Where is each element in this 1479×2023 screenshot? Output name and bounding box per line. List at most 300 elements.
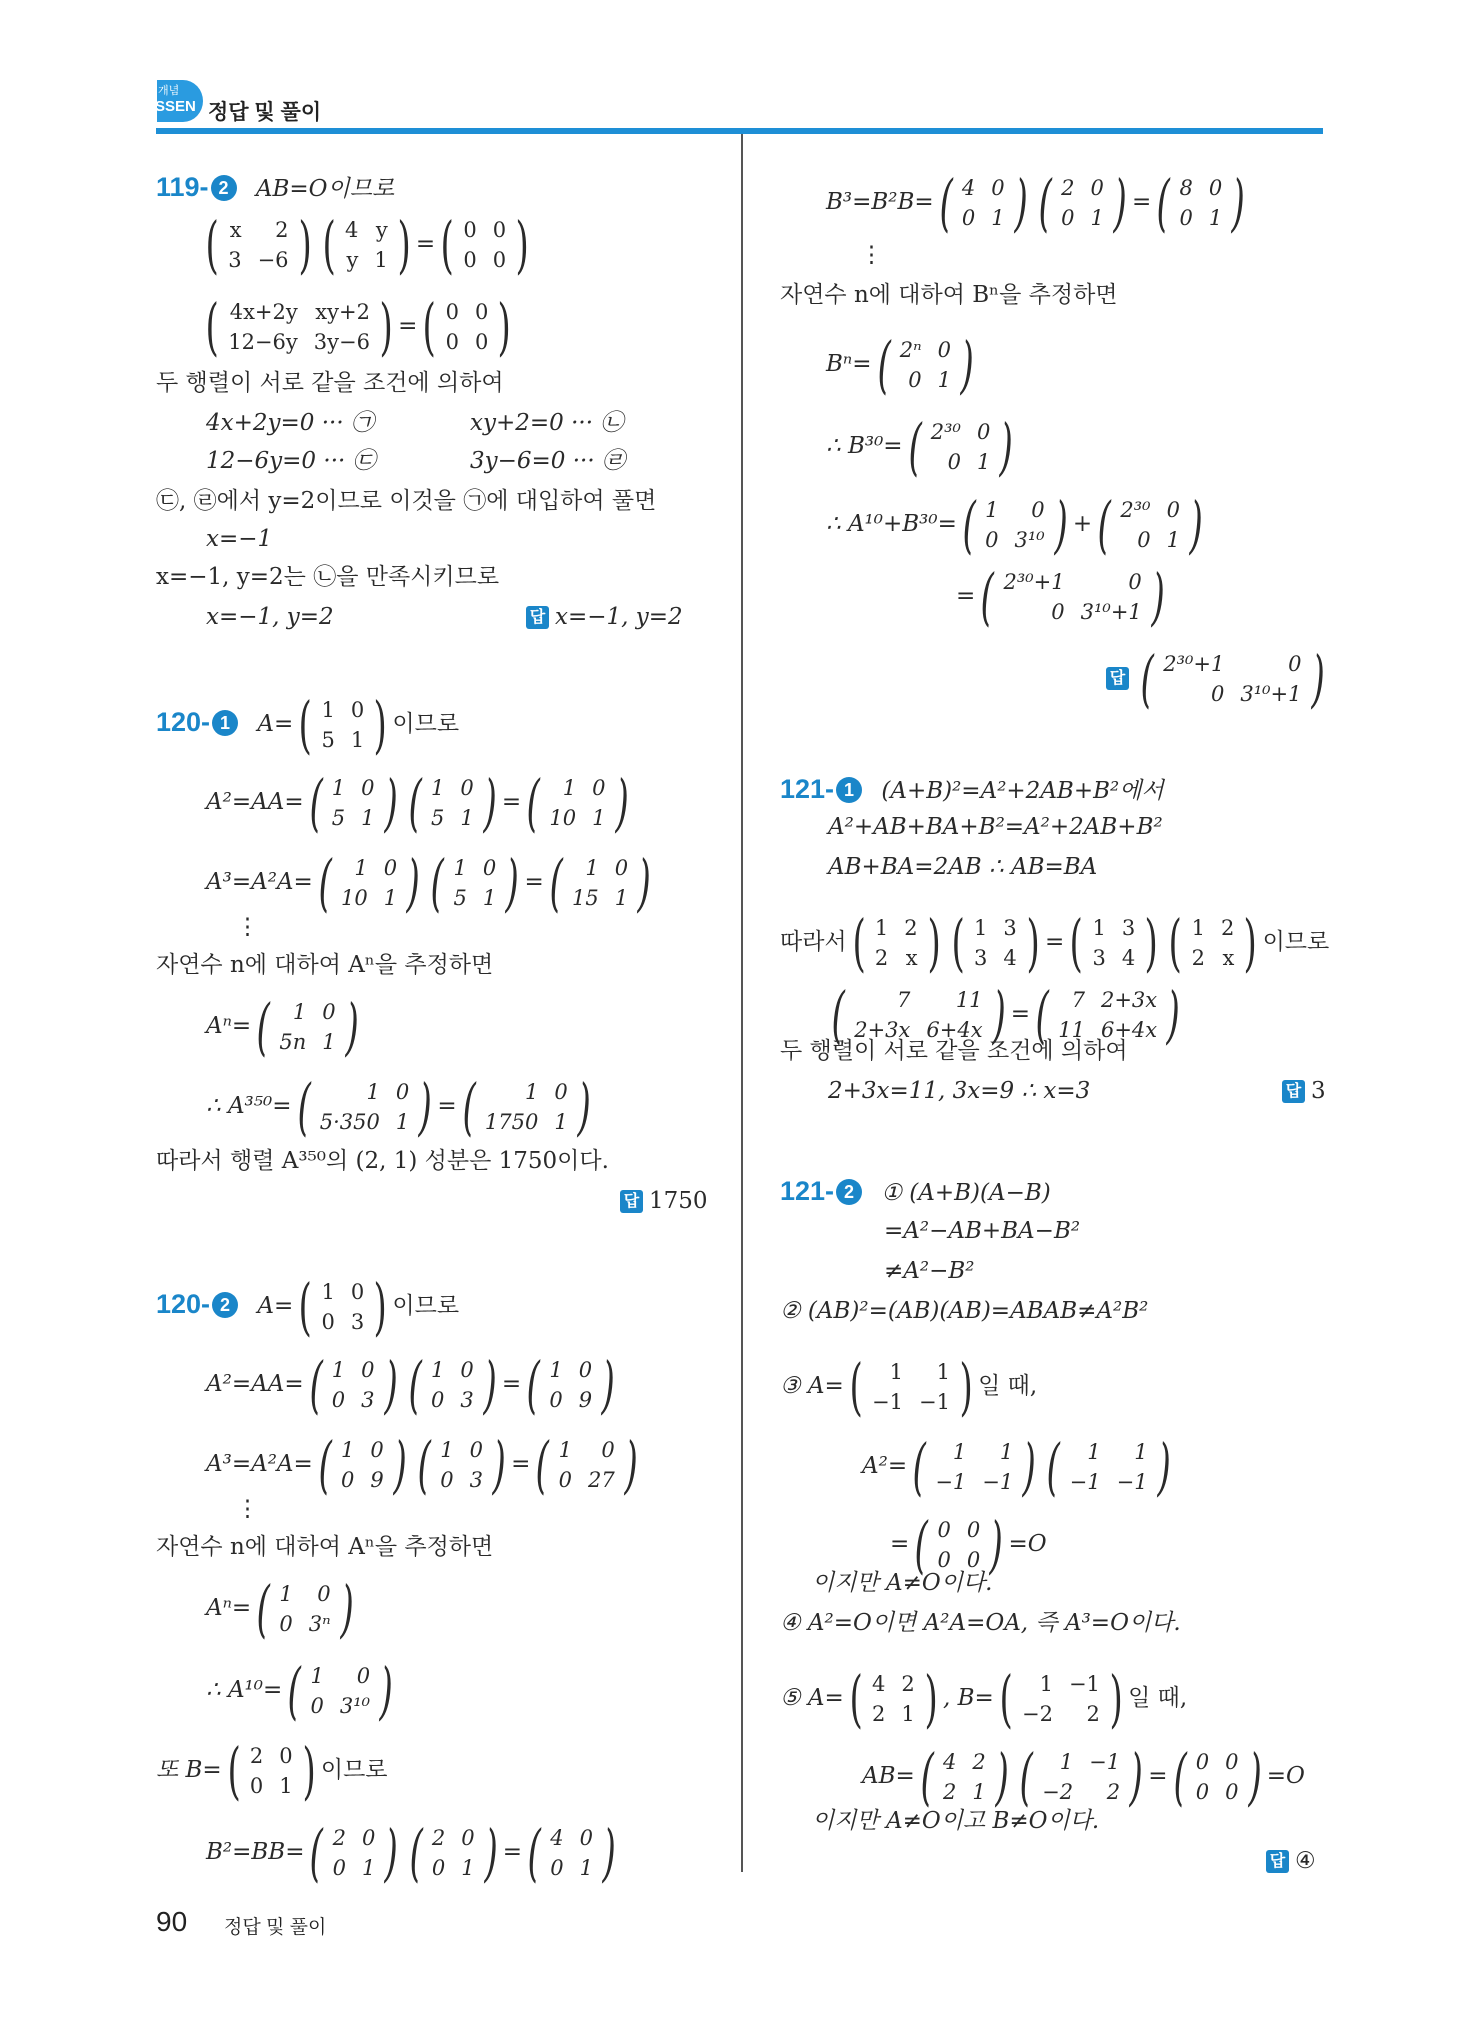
text-b-def: 또 B= ( 2 0 0 1 ) 이므로: [156, 1734, 388, 1807]
matrix-cell: 2: [1086, 1702, 1100, 1726]
matrix-cell: 0: [341, 1468, 355, 1492]
eq-matrix-equal: ( 7 11 2+3x 6+4x ) = ( 7 2+3x 11 6+4x ): [826, 984, 1185, 1046]
matrix-cell: 1: [292, 1000, 307, 1024]
matrix-body: [541, 1355, 600, 1415]
matrix: [946, 906, 1045, 979]
matrix-cell: 1: [1092, 916, 1106, 940]
matrix-cell: −2: [1021, 1702, 1053, 1726]
paren-right: ): [492, 1428, 506, 1501]
matrix-cell: 3y−6: [313, 330, 370, 354]
eq-b3: B³=B²B= ( 4 0 0 1 ) ( 2 0 0 1 ) = ( 8 0 0 1 ): [826, 172, 1250, 234]
matrix-cell: 0: [947, 450, 961, 474]
paren-right: ): [1157, 1430, 1171, 1503]
paren-right: ): [959, 1350, 973, 1423]
matrix-cell: 0: [279, 1744, 293, 1768]
matrix-body: [1062, 1437, 1156, 1497]
matrix-body: [446, 853, 505, 913]
matrix-cell: 5·350: [319, 1110, 380, 1134]
matrix-cell: x: [229, 218, 242, 242]
matrix-cell: 3¹⁰: [339, 1694, 371, 1718]
matrix-cell: 3: [350, 1310, 365, 1334]
paren-right: ): [1144, 906, 1158, 979]
matrix-cell: 0: [558, 1468, 572, 1492]
matrix-cell: 2³⁰+1: [1003, 570, 1065, 594]
matrix-cell: 11: [1058, 1018, 1085, 1042]
matrix-cell: x: [1222, 946, 1235, 970]
matrix-body: [1184, 913, 1243, 973]
matrix-cell: 1: [874, 916, 889, 940]
matrix: [1014, 1740, 1148, 1813]
matrix-cell: 10: [549, 806, 577, 830]
paren-left: (: [422, 290, 437, 363]
paren-left: (: [908, 410, 922, 483]
matrix-body: [325, 1823, 384, 1883]
matrix-cell: 2³⁰: [930, 420, 961, 444]
paren-right: ): [373, 1270, 387, 1343]
dots: ⋮: [236, 1496, 259, 1522]
matrix-body: [892, 335, 959, 395]
matrix-cell: −6: [257, 248, 289, 272]
matrix-cell: 0: [908, 368, 922, 392]
paren-right: ): [960, 328, 974, 401]
matrix-cell: 2: [1220, 916, 1235, 940]
paren-left: (: [287, 1654, 302, 1727]
matrix-cell: 0: [445, 330, 459, 354]
matrix-cell: 2: [249, 1744, 264, 1768]
paren-left: (: [1156, 166, 1171, 239]
text-check: x=−1, y=2는 ㉡을 만족시키므로: [156, 564, 500, 590]
opt5-note: 이지만 A≠O이고 B≠O이다.: [812, 1808, 1100, 1834]
matrix-cell: 1: [453, 856, 467, 880]
paren-left: (: [1097, 488, 1111, 561]
problem-119-2-title: 119- 2 AB=O이므로: [156, 172, 395, 202]
matrix-cell: 6+4x: [926, 1018, 983, 1042]
paren-left: (: [920, 1740, 934, 1813]
matrix-body: [564, 853, 636, 913]
matrix: [435, 208, 534, 281]
eq-solution: x=−1, y=2: [206, 604, 334, 630]
matrix-cell: 1: [341, 1438, 355, 1462]
matrix-cell: 6+4x: [1100, 1018, 1158, 1042]
header-title: 정답 및 풀이: [208, 101, 322, 124]
matrix-body: [242, 1741, 301, 1801]
matrix-cell: 1: [395, 1110, 410, 1134]
matrix-cell: 0: [321, 1310, 335, 1334]
matrix-cell: 0: [361, 776, 375, 800]
paren-right: ): [1189, 488, 1203, 561]
matrix-body: [220, 215, 296, 275]
matrix-cell: 0: [592, 776, 606, 800]
opt3-zero: = ( 0 0 0 0 ) =O: [890, 1508, 1047, 1581]
matrix-cell: 1: [558, 1438, 572, 1462]
paren-left: (: [999, 1662, 1013, 1735]
matrix-cell: 1: [279, 1582, 293, 1606]
matrix-cell: 0: [332, 1856, 347, 1880]
matrix-cell: 5n: [279, 1030, 307, 1054]
paren-right: ): [601, 1348, 615, 1421]
paren-right: ): [397, 208, 411, 281]
matrix-cell: 0: [1051, 600, 1065, 624]
matrix: [957, 488, 1073, 561]
matrix: [1163, 906, 1262, 979]
matrix-cell: 0: [1225, 1750, 1239, 1774]
matrix-body: [929, 1515, 988, 1575]
matrix-cell: 1: [430, 776, 445, 800]
eq-119-matrix-product: ( x 2 3 −6 ) ( 4 y y 1 ) = ( 0 0 0 0 ): [200, 214, 534, 276]
paren-left: (: [309, 1816, 324, 1889]
matrix-cell: 0: [1208, 176, 1223, 200]
matrix-cell: 0: [1195, 1780, 1210, 1804]
paren-right: ): [927, 906, 941, 979]
matrix-cell: 2: [1061, 176, 1075, 200]
matrix-body: [333, 1435, 392, 1495]
matrix-cell: 1: [554, 1110, 568, 1134]
paren-right: ): [497, 290, 512, 363]
matrix-body: [302, 1661, 378, 1721]
matrix: [404, 1816, 503, 1889]
matrix-cell: 0: [482, 856, 497, 880]
eq-4: 3y−6=0 ··· ㉣: [470, 448, 625, 474]
matrix-body: [1155, 649, 1309, 709]
matrix-cell: 0: [1288, 652, 1302, 676]
matrix-cell: 0: [361, 1358, 375, 1382]
text-condition: 두 행렬이 서로 같을 조건에 의하여: [780, 1038, 1128, 1064]
matrix: [844, 1662, 943, 1735]
matrix-body: [1084, 913, 1143, 973]
eq-b30: ∴ B³⁰= ( 2³⁰ 0 0 1 ): [826, 416, 1019, 478]
matrix-cell: 0: [976, 420, 991, 444]
paren-right: ): [406, 846, 420, 919]
matrix: [1168, 1740, 1267, 1813]
matrix-cell: 0: [1166, 498, 1180, 522]
matrix-cell: 0: [1090, 176, 1104, 200]
matrix-cell: 1: [310, 1664, 324, 1688]
answer-121-1: 답 3: [1282, 1076, 1326, 1106]
matrix: [530, 1428, 643, 1501]
matrix-body: [324, 773, 383, 833]
paren-left: (: [831, 978, 845, 1051]
paren-right: ): [345, 990, 359, 1063]
paren-left: (: [205, 290, 219, 363]
matrix-cell: −1: [935, 1470, 967, 1494]
matrix-cell: 0: [1179, 206, 1193, 230]
matrix-cell: xy+2: [315, 300, 370, 324]
matrix-cell: 0: [1061, 206, 1075, 230]
matrix-body: [271, 997, 343, 1057]
matrix-cell: −1: [918, 1390, 950, 1414]
matrix-body: [313, 1277, 372, 1337]
answer-121-2: 답 ④: [1266, 1846, 1316, 1876]
matrix-cell: 1: [1134, 1440, 1148, 1464]
matrix: [293, 1270, 392, 1343]
matrix: [304, 766, 403, 839]
matrix-cell: 0: [463, 218, 477, 242]
matrix-cell: 2: [1106, 1780, 1121, 1804]
paren-left: (: [852, 906, 866, 979]
matrix-cell: 0: [985, 528, 999, 552]
matrix-cell: 2: [872, 1702, 886, 1726]
matrix-cell: 0: [578, 1358, 593, 1382]
eq-commute: AB+BA=2AB ∴ AB=BA: [828, 854, 1098, 880]
matrix-body: [542, 1823, 601, 1883]
matrix-cell: −2: [1042, 1780, 1074, 1804]
paren-left: (: [912, 1430, 926, 1503]
paren-left: (: [526, 766, 540, 839]
matrix-cell: 4: [872, 1672, 886, 1696]
paren-right: ): [1014, 166, 1028, 239]
eq-a3: A³=A²A= ( 1 0 10 1 ) ( 1 0 5 1 ) = ( 1 0 15 1 ): [206, 852, 656, 914]
matrix-cell: 4: [1121, 946, 1136, 970]
matrix-cell: 0: [937, 1548, 951, 1572]
matrix-cell: 0: [310, 1694, 324, 1718]
matrix: [544, 846, 657, 919]
matrix-cell: −1: [872, 1390, 903, 1414]
dots: ⋮: [236, 914, 259, 940]
paren-left: (: [962, 488, 976, 561]
paren-left: (: [309, 766, 323, 839]
matrix-body: [424, 1823, 483, 1883]
matrix-cell: 0: [492, 248, 507, 272]
matrix: [522, 1816, 621, 1889]
matrix-cell: 3: [228, 248, 242, 272]
matrix-cell: 0: [249, 1774, 264, 1798]
matrix: [1151, 166, 1250, 239]
matrix-cell: 3¹⁰+1: [1240, 682, 1302, 706]
matrix-cell: 1: [321, 1280, 335, 1304]
matrix-cell: 0: [440, 1468, 454, 1492]
matrix-cell: 2: [1191, 946, 1205, 970]
paren-left: (: [408, 1348, 422, 1421]
paren-left: (: [296, 1070, 311, 1143]
opt1-line2: =A²−AB+BA−B²: [884, 1218, 1081, 1244]
logo-bottom-text: SSEN: [155, 98, 196, 115]
matrix-cell: 1: [1039, 1672, 1053, 1696]
matrix-cell: −1: [982, 1470, 1014, 1494]
matrix-cell: 7: [1071, 988, 1085, 1012]
opt2: ② (AB)²=(AB)(AB)=ABAB≠A²B²: [780, 1298, 1149, 1324]
paren-left: (: [876, 328, 891, 401]
dots: ⋮: [860, 242, 883, 268]
matrix-cell: 1: [937, 368, 951, 392]
matrix-cell: 0: [362, 1826, 376, 1850]
matrix-cell: 0: [550, 1856, 564, 1880]
matrix-cell: 8: [1179, 176, 1193, 200]
eq-b2: B²=BB= ( 2 0 0 1 ) ( 2 0 0 1 ) = ( 4 0 0 1 ): [206, 1822, 621, 1884]
paren-left: (: [318, 846, 332, 919]
text-guess-b: 자연수 n에 대하여 Bⁿ을 추정하면: [780, 282, 1118, 308]
paren-left: (: [1140, 642, 1154, 715]
matrix-body: [977, 495, 1053, 555]
footer-label: 정답 및 풀이: [224, 1917, 327, 1938]
paren-right: ): [515, 208, 529, 281]
paren-left: (: [1046, 1430, 1061, 1503]
paren-left: (: [980, 560, 995, 633]
matrix-cell: 4: [550, 1826, 564, 1850]
matrix-cell: 1: [562, 776, 577, 800]
logo-top-text: 개념: [158, 85, 180, 97]
matrix-cell: 1750: [484, 1110, 539, 1134]
matrix-cell: 3: [1092, 946, 1106, 970]
text-condition: 두 행렬이 서로 같을 조건에 의하여: [156, 370, 504, 396]
matrix-body: [966, 913, 1025, 973]
matrix-cell: 1: [460, 806, 474, 830]
matrix: [521, 1348, 620, 1421]
matrix-cell: 1: [362, 1856, 376, 1880]
column-divider: [741, 134, 743, 1872]
matrix-cell: 1: [1059, 1750, 1074, 1774]
matrix-cell: 1: [524, 1080, 539, 1104]
matrix-cell: 0: [445, 300, 459, 324]
paren-right: ): [1310, 642, 1325, 715]
matrix-cell: 0: [966, 1518, 981, 1542]
matrix-cell: 1: [1087, 1440, 1101, 1464]
matrix-cell: 3: [469, 1468, 483, 1492]
matrix-body: [271, 1579, 338, 1639]
matrix-cell: 0: [317, 1582, 331, 1606]
matrix: [909, 1508, 1008, 1581]
paren-left: (: [1173, 1740, 1187, 1813]
matrix-cell: 1: [440, 1438, 454, 1462]
paren-right: ): [483, 1348, 497, 1421]
matrix-cell: 0: [1225, 1780, 1239, 1804]
paren-left: (: [256, 1572, 270, 1645]
matrix: [304, 1816, 403, 1889]
paren-right: ): [1151, 560, 1165, 633]
paren-left: (: [440, 208, 454, 281]
eq-sum: ∴ A¹⁰+B³⁰= ( 1 0 0 3¹⁰ ) + ( 2³⁰ 0 0 1 ): [826, 494, 1208, 556]
matrix-cell: 9: [370, 1468, 384, 1492]
eq-a10: ∴ A¹⁰= ( 1 0 0 3¹⁰ ): [206, 1660, 398, 1722]
matrix-cell: 4: [344, 218, 359, 242]
paren-right: ): [577, 1070, 591, 1143]
paren-left: (: [951, 906, 965, 979]
matrix-body: [423, 1355, 482, 1415]
paren-left: (: [408, 766, 422, 839]
paren-left: (: [430, 846, 445, 919]
matrix: [1064, 906, 1163, 979]
matrix-cell: 1: [579, 1856, 594, 1880]
paren-right: ): [1022, 1430, 1037, 1503]
matrix-cell: 1: [321, 698, 335, 722]
matrix: [251, 1572, 359, 1645]
matrix-cell: 1: [901, 1702, 915, 1726]
matrix-cell: 1: [366, 1080, 380, 1104]
matrix-cell: 27: [588, 1468, 615, 1492]
matrix-cell: 1: [331, 1358, 346, 1382]
matrix-body: [923, 417, 999, 477]
eq-a350: ∴ A³⁵⁰= ( 1 0 5·350 1 ) = ( 1 0 1750 1 ): [206, 1076, 596, 1138]
matrix-body: [867, 913, 926, 973]
matrix-cell: 0: [460, 776, 474, 800]
eq-expand: A²+AB+BA+B²=A²+2AB+B²: [828, 814, 1163, 840]
matrix-body: [477, 1077, 576, 1137]
problem-120-2-title: 120- 2 A= ( 1 0 0 3 ) 이므로: [156, 1270, 460, 1343]
paren-left: (: [227, 1734, 241, 1807]
matrix: [1135, 642, 1330, 715]
header-rule: [156, 128, 1323, 134]
matrix-cell: 0: [601, 1438, 615, 1462]
matrix-cell: −1: [1089, 1750, 1121, 1774]
matrix-cell: 0: [322, 1000, 336, 1024]
paren-right: ): [602, 1816, 616, 1889]
matrix: [521, 766, 634, 839]
matrix: [200, 290, 398, 363]
matrix-cell: 0: [469, 1438, 483, 1462]
paren-right: ): [379, 290, 393, 363]
paren-right: ): [614, 766, 629, 839]
matrix-cell: 1: [1191, 916, 1205, 940]
matrix: [412, 1428, 511, 1501]
eq-119-matrix-expanded: ( 4x+2y xy+2 12−6y 3y−6 ) = ( 0 0 0 0 ): [200, 296, 517, 358]
paren-right: ): [1247, 1740, 1262, 1813]
paren-right: ): [384, 1816, 399, 1889]
matrix: [403, 1348, 502, 1421]
opt3-note: 이지만 A≠O이다.: [812, 1570, 993, 1596]
matrix-cell: 5: [321, 728, 335, 752]
paren-right: ): [340, 1572, 354, 1645]
matrix-body: [995, 567, 1149, 627]
matrix-cell: 0: [460, 1358, 474, 1382]
paren-left: (: [1069, 906, 1084, 979]
answer-120-1: 답 1750: [620, 1186, 708, 1216]
matrix-cell: 2ⁿ: [899, 338, 922, 362]
paren-left: (: [417, 1428, 431, 1501]
matrix-cell: 0: [461, 1826, 475, 1850]
matrix-body: [1112, 495, 1188, 555]
matrix-cell: 2: [275, 218, 289, 242]
matrix: [417, 290, 516, 363]
matrix: [403, 766, 502, 839]
matrix-cell: 2+3x: [1100, 988, 1158, 1012]
paren-left: (: [1168, 906, 1183, 979]
matrix-body: [432, 1435, 491, 1495]
matrix-cell: 3: [361, 1388, 375, 1412]
matrix-cell: x: [905, 946, 918, 970]
paren-right: ): [1109, 1662, 1123, 1735]
matrix: [313, 1428, 412, 1501]
paren-right: ): [1129, 1740, 1143, 1813]
matrix-body: [954, 173, 1013, 233]
paren-right: ): [637, 846, 651, 919]
matrix-cell: 1: [383, 886, 398, 910]
eq-x: x=−1: [206, 526, 273, 552]
paren-left: (: [849, 1350, 863, 1423]
matrix-cell: 1: [936, 1360, 950, 1384]
eq-2: xy+2=0 ··· ㉡: [470, 410, 624, 436]
matrix-body: [864, 1357, 958, 1417]
matrix-cell: 1: [585, 856, 599, 880]
matrix-cell: 5: [453, 886, 467, 910]
matrix-cell: 1: [1208, 206, 1223, 230]
matrix-cell: 2: [972, 1750, 986, 1774]
matrix: [994, 1662, 1128, 1735]
paren-right: ): [379, 1654, 393, 1727]
matrix-body: [935, 1747, 994, 1807]
problem-121-1-title: 121- 1 (A+B)²=A²+2AB+B²에서: [780, 774, 1164, 804]
matrix-body: [220, 297, 378, 357]
matrix: [975, 560, 1170, 633]
matrix-cell: 1: [482, 886, 497, 910]
matrix-cell: 0: [966, 1548, 981, 1572]
paren-left: (: [309, 1348, 323, 1421]
matrix: [317, 208, 416, 281]
paren-right: ): [483, 766, 497, 839]
paren-right: ): [924, 1662, 938, 1735]
eq-a3: A³=A²A= ( 1 0 0 9 ) ( 1 0 0 3 ) = ( 1 0 0 27 ): [206, 1434, 643, 1496]
matrix-cell: 1: [1166, 528, 1180, 552]
eq-a2: A²=AA= ( 1 0 0 3 ) ( 1 0 0 3 ) = ( 1 0 0 9 ): [206, 1354, 620, 1416]
matrix-body: [423, 773, 482, 833]
